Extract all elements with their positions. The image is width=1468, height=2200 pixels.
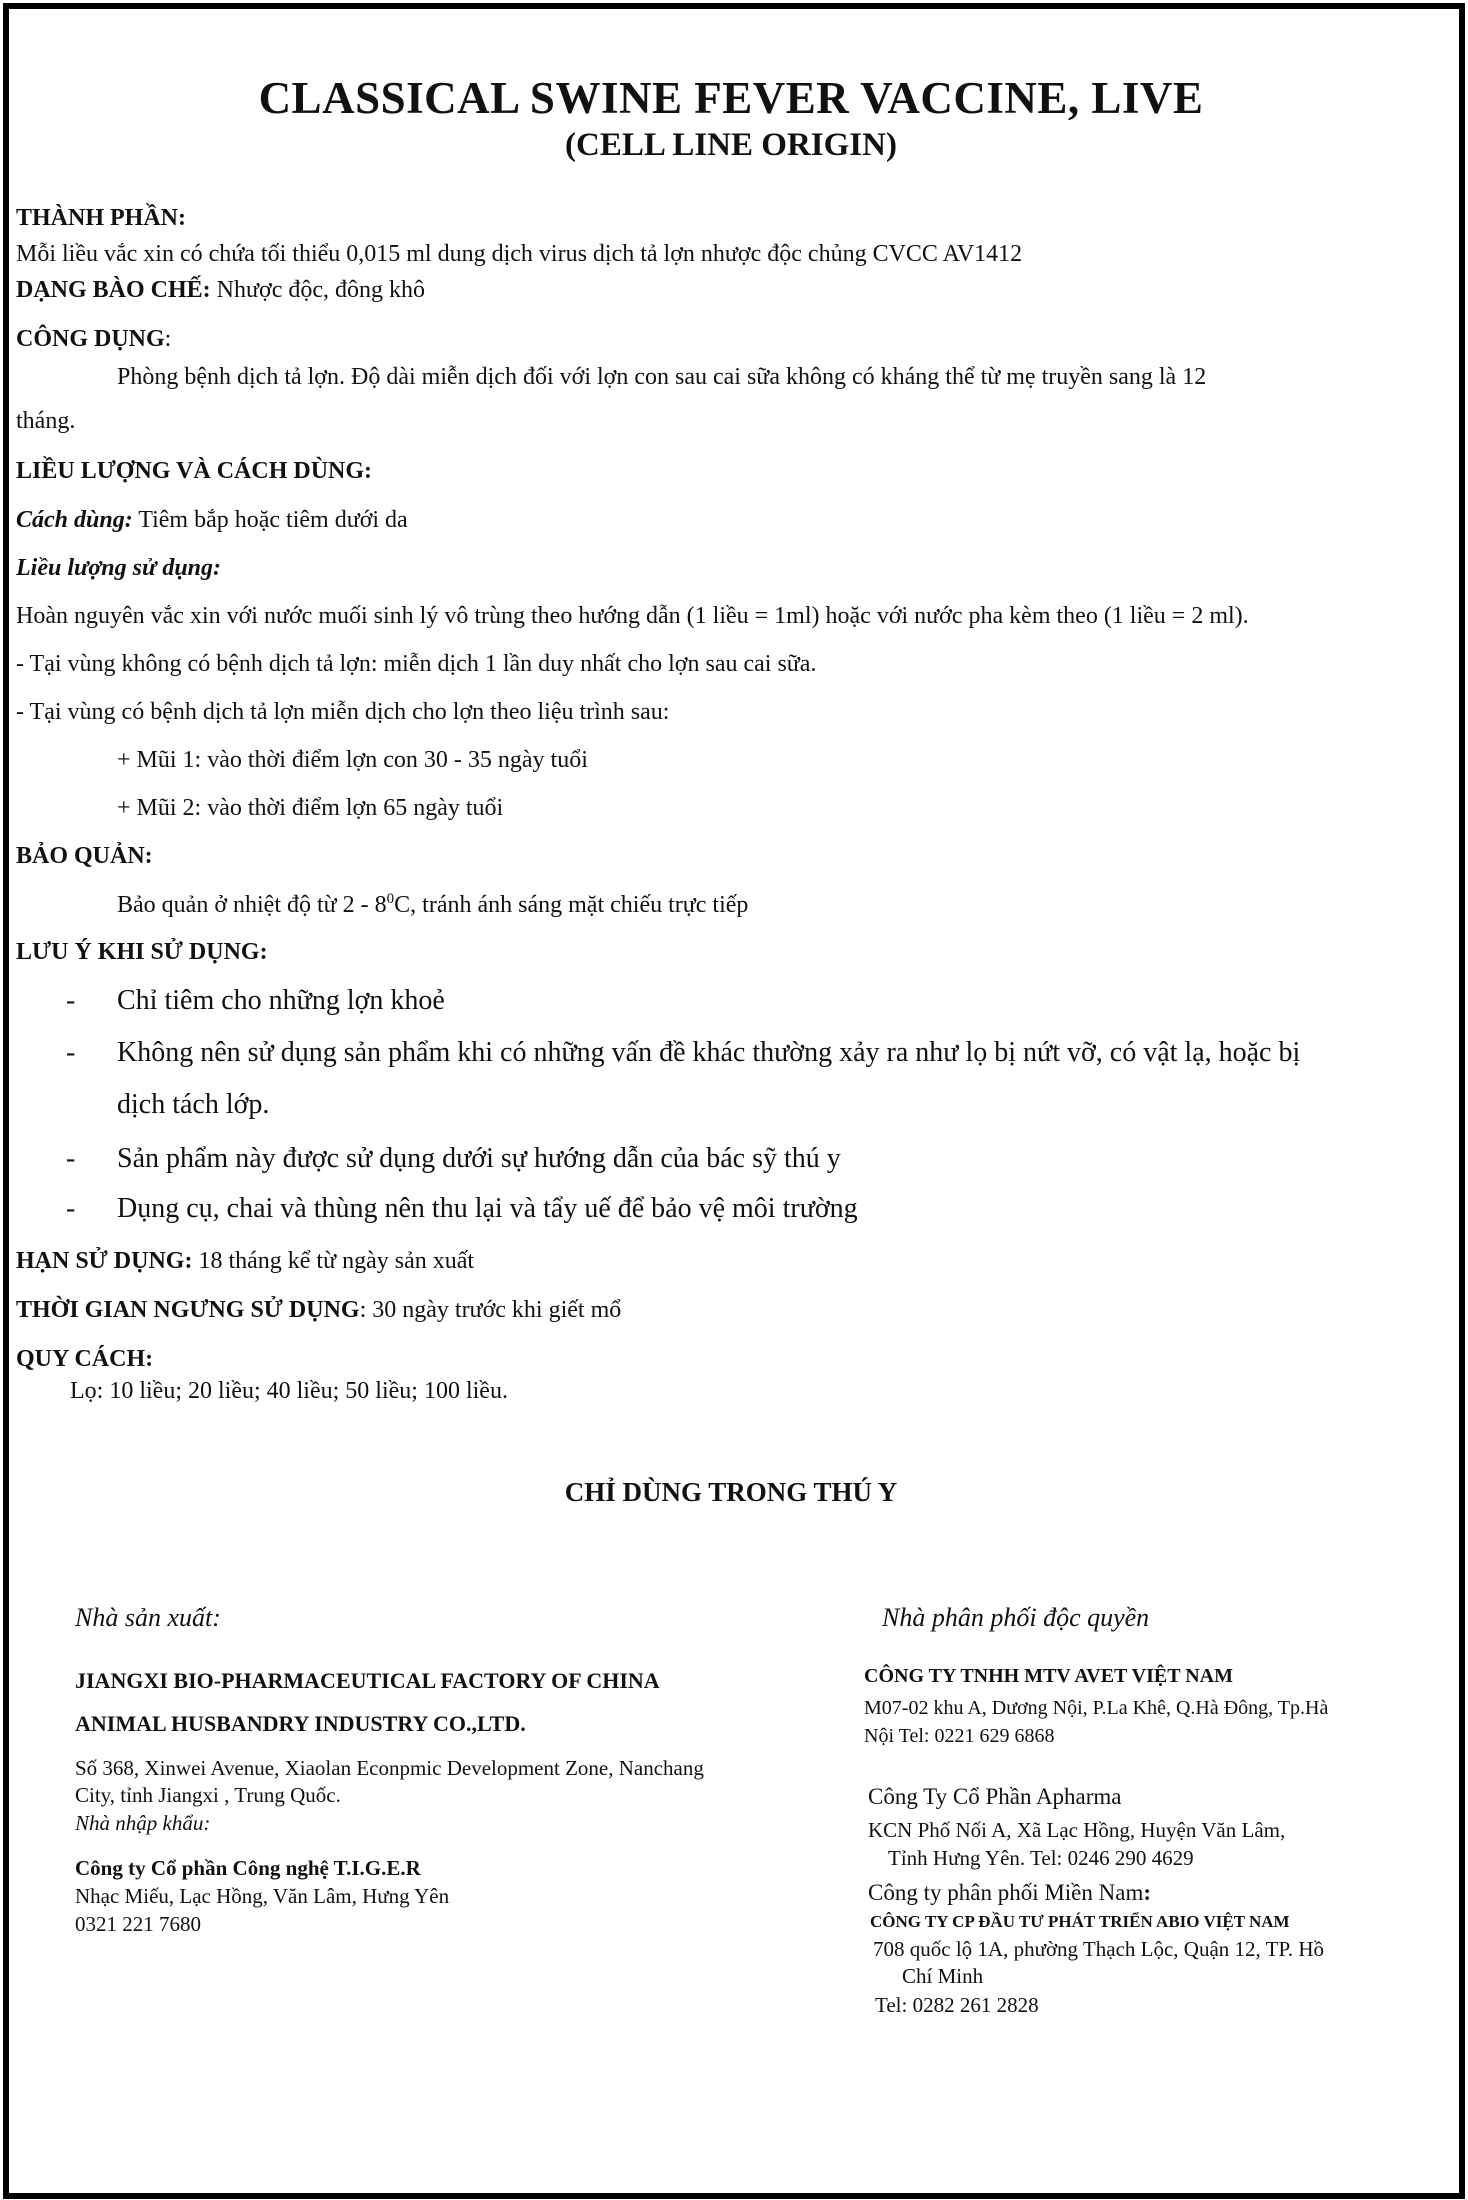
distributor-name: CÔNG TY TNHH MTV AVET VIỆT NAM [864,1665,1233,1687]
precaution-item: Sản phẩm này được sử dụng dưới sự hướng dẫn của bác sỹ thú y [117,1143,841,1174]
document-subtitle: (CELL LINE ORIGIN) [565,127,897,163]
precaution-item: Không nên sử dụng sản phẩm khi có những vấn đề khác thường xảy ra như lọ bị nứt vỡ, có vật lạ, hoặc bị [117,1037,1301,1068]
dosage-heading: LIỀU LƯỢNG VÀ CÁCH DÙNG: [16,458,373,484]
zone-infected-text: - Tại vùng có bệnh dịch tả lợn miễn dịch cho lợn theo liệu trình sau: [16,699,670,725]
storage-text-after: C, tránh ánh sáng mặt chiếu trực tiếp [394,892,749,918]
withdrawal-line [16,1297,621,1324]
withdrawal-text: : 30 ngày trước khi giết mổ [359,1297,622,1323]
amount-label: Liều lượng sử dụng: [16,555,222,581]
precaution-item-continued: dịch tách lớp. [117,1089,270,1120]
bullet-dash: - [66,1143,76,1174]
bullet-dash: - [66,1037,76,1068]
storage-heading: BẢO QUẢN: [16,843,153,869]
precaution-item: Chỉ tiêm cho những lợn khoẻ [117,985,445,1016]
indication-colon: : [164,326,172,352]
distributor-label: Nhà phân phối độc quyền [882,1603,1150,1632]
composition-heading: THÀNH PHẦN: [16,205,186,231]
apharma-address-line1: KCN Phố Nối A, Xã Lạc Hồng, Huyện Văn Lâm, [868,1818,1286,1842]
reconstitution-text: Hoàn nguyên vắc xin với nước muối sinh lý vô trùng theo hướng dẫn (1 liều = 1ml) hoặc với nước pha kèm theo (1 liều = 2 ml). [16,603,1249,629]
indication-heading-line [16,326,171,353]
zone-free-text: - Tại vùng không có bệnh dịch tả lợn: miễn dịch 1 lần duy nhất cho lợn sau cai sữa. [16,651,817,677]
manufacturer-address-line2: City, tỉnh Jiangxi , Trung Quốc. [75,1783,341,1807]
south-distributor-name: CÔNG TY CP ĐẦU TƯ PHÁT TRIỂN ABIO VIỆT NAM [870,1912,1290,1931]
dosage-form-heading: DẠNG BÀO CHẾ: [16,277,211,303]
manufacturer-address-line1: Số 368, Xinwei Avenue, Xiaolan Econpmic Development Zone, Nanchang [75,1756,704,1780]
shelf-life-text: 18 tháng kể từ ngày sản xuất [192,1248,475,1274]
manufacturer-label: Nhà sản xuất: [75,1603,221,1632]
indication-text-line1: Phòng bệnh dịch tả lợn. Độ dài miễn dịch đối với lợn con sau cai sữa không có kháng thể từ mẹ truyền sang là 12 [117,364,1207,390]
south-distributor-label: Công ty phân phối Miền Nam [868,1880,1144,1905]
importer-address: Nhạc Miếu, Lạc Hồng, Văn Lâm, Hưng Yên [75,1884,450,1908]
usage-text: Tiêm bắp hoặc tiêm dưới da [132,507,408,533]
importer-label: Nhà nhập khẩu: [75,1811,211,1835]
bullet-dash: - [66,985,76,1016]
withdrawal-heading: THỜI GIAN NGƯNG SỬ DỤNG [16,1297,360,1323]
bullet-dash: - [66,1193,76,1224]
dose2-text: + Mũi 2: vào thời điểm lợn 65 ngày tuổi [117,795,504,821]
importer-name: Công ty Cổ phần Công nghệ T.I.G.E.R [75,1856,421,1880]
indication-heading: CÔNG DỤNG [16,326,165,352]
distributor-address-line2: Nội Tel: 0221 629 6868 [864,1725,1055,1747]
shelf-life-heading: HẠN SỬ DỤNG: [16,1248,193,1274]
indication-text-line2: tháng. [16,408,76,434]
shelf-life-line [16,1248,474,1275]
veterinary-use-only: CHỈ DÙNG TRONG THÚ Y [564,1477,898,1507]
dose1-text: + Mũi 1: vào thời điểm lợn con 30 - 35 ngày tuổi [117,747,588,773]
composition-text: Mỗi liều vắc xin có chứa tối thiểu 0,015 ml dung dịch virus dịch tả lợn nhược độc chủng CVCC AV1412 [16,241,1023,267]
dosage-form-line [16,277,425,304]
packaging-heading: QUY CÁCH: [16,1346,154,1372]
south-distributor-phone: Tel: 0282 261 2828 [875,1993,1039,2017]
storage-text [117,891,748,919]
precaution-item: Dụng cụ, chai và thùng nên thu lại và tẩy uế để bảo vệ môi trường [117,1193,858,1224]
storage-superscript: 0 [386,891,395,907]
usage-label: Cách dùng: [16,507,133,533]
dosage-form-text: Nhược độc, đông khô [210,277,426,303]
apharma-name: Công Ty Cổ Phần Apharma [868,1784,1122,1809]
distributor-address-line1: M07-02 khu A, Dương Nội, P.La Khê, Q.Hà Đông, Tp.Hà [864,1697,1329,1719]
apharma-address-line2: Tỉnh Hưng Yên. Tel: 0246 290 4629 [888,1846,1194,1870]
south-distributor-address-line1: 708 quốc lộ 1A, phường Thạch Lộc, Quận 12, TP. Hồ [873,1937,1324,1961]
south-distributor-address-line2: Chí Minh [902,1964,984,1988]
manufacturer-name-line1: JIANGXI BIO-PHARMACEUTICAL FACTORY OF CHINA [75,1668,660,1693]
usage-line [16,507,408,534]
document-title: CLASSICAL SWINE FEVER VACCINE, LIVE [258,73,1204,123]
south-distributor-line [868,1880,1151,1906]
packaging-text: Lọ: 10 liều; 20 liều; 40 liều; 50 liều; 100 liều. [70,1378,508,1404]
importer-phone: 0321 221 7680 [75,1912,201,1936]
precautions-heading: LƯU Ý KHI SỬ DỤNG: [16,939,268,965]
storage-text-before: Bảo quản ở nhiệt độ từ 2 - 8 [117,892,387,918]
south-distributor-colon: : [1143,1880,1152,1905]
manufacturer-name-line2: ANIMAL HUSBANDRY INDUSTRY CO.,LTD. [75,1711,526,1736]
